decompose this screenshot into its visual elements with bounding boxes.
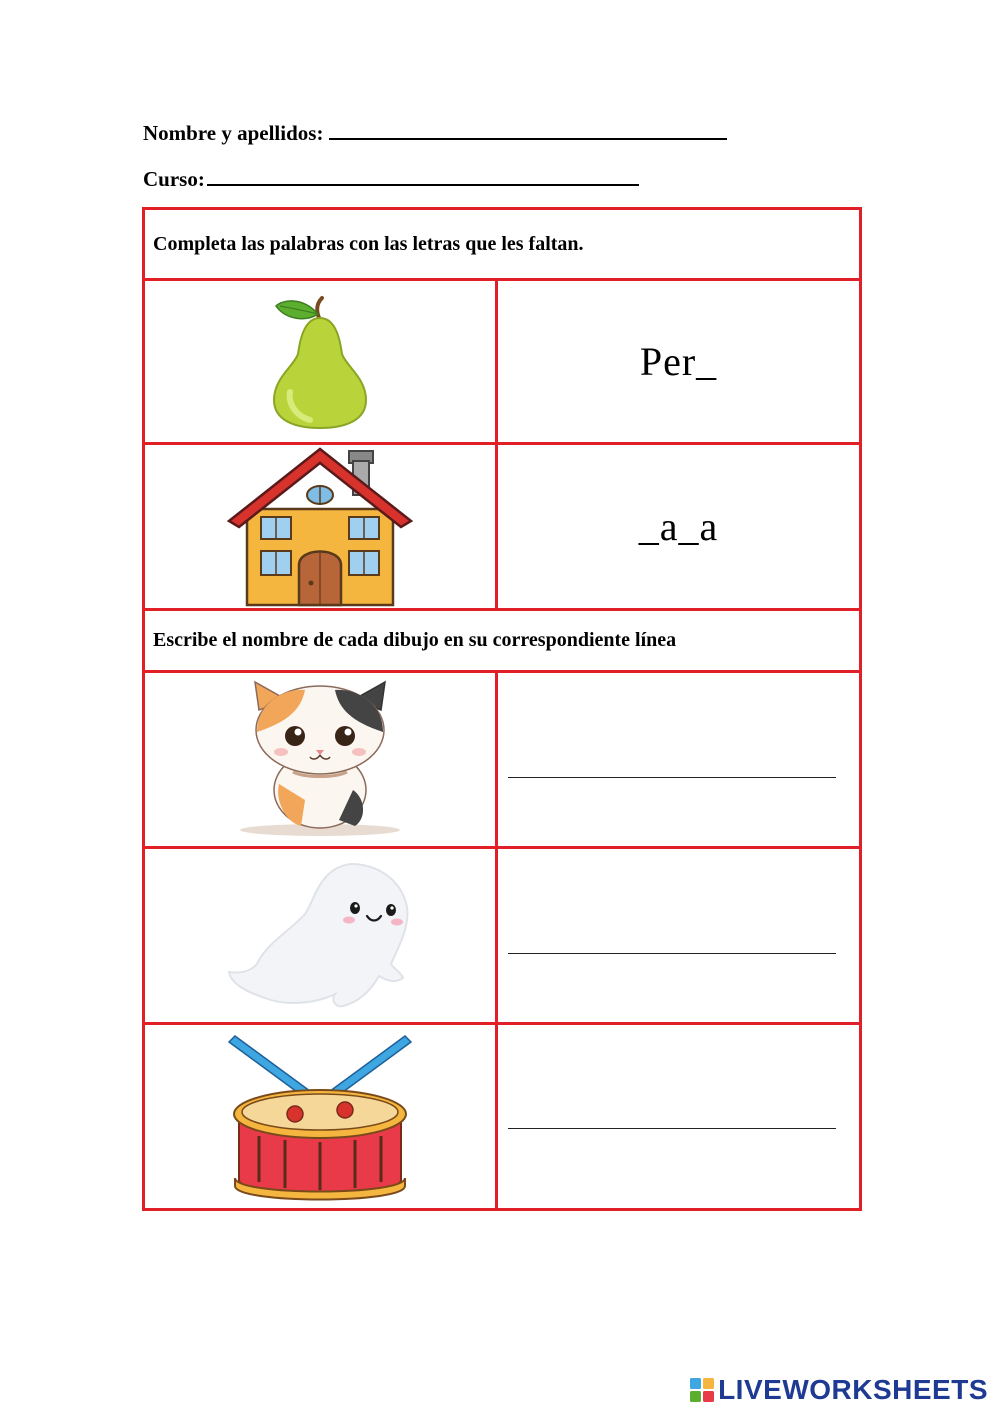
image-cell: [145, 849, 498, 1022]
word-cell[interactable]: [498, 445, 859, 608]
image-cell: [145, 1025, 498, 1208]
exercise-row-pear: [145, 278, 859, 442]
instruction-row-1: [145, 210, 859, 278]
instruction-write-names: Escribe el nombre de cada dibujo en su correspondiente línea: [153, 629, 677, 651]
watermark-text: LIVEWORKSHEETS: [718, 1374, 988, 1405]
word-cell[interactable]: [498, 281, 859, 442]
answer-cell[interactable]: [498, 673, 859, 846]
ghost-icon: [225, 856, 415, 1016]
image-cell: [145, 445, 498, 608]
answer-line-ghost[interactable]: [508, 953, 836, 954]
course-blank-line[interactable]: [207, 166, 639, 186]
answer-cell[interactable]: [498, 1025, 859, 1208]
image-cell: [145, 281, 498, 442]
instruction-complete-words: Completa las palabras con las letras que les faltan.: [153, 232, 584, 255]
incomplete-word-pear: Per_: [639, 339, 718, 384]
answer-cell[interactable]: [498, 849, 859, 1022]
exercise-row-drum: [145, 1022, 859, 1208]
worksheet-table: [142, 207, 862, 1211]
house-icon: [225, 447, 415, 607]
name-label: Nombre y apellidos:: [143, 121, 324, 145]
course-field-row: [143, 166, 639, 192]
drum-icon: [225, 1032, 415, 1202]
incomplete-word-house: _a_a: [638, 504, 719, 549]
exercise-row-house: [145, 442, 859, 608]
exercise-row-cat: [145, 670, 859, 846]
answer-line-drum[interactable]: [508, 1128, 836, 1129]
cat-icon: [235, 680, 405, 840]
name-blank-line[interactable]: [329, 120, 727, 140]
answer-line-cat[interactable]: [508, 777, 836, 778]
image-cell: [145, 673, 498, 846]
liveworksheets-watermark: [690, 1374, 988, 1406]
exercise-row-ghost: [145, 846, 859, 1022]
liveworksheets-logo-icon: [690, 1378, 714, 1402]
instruction-row-2: [145, 608, 859, 670]
name-field-row: [143, 120, 727, 146]
course-label: Curso:: [143, 167, 205, 191]
pear-icon: [260, 292, 380, 432]
